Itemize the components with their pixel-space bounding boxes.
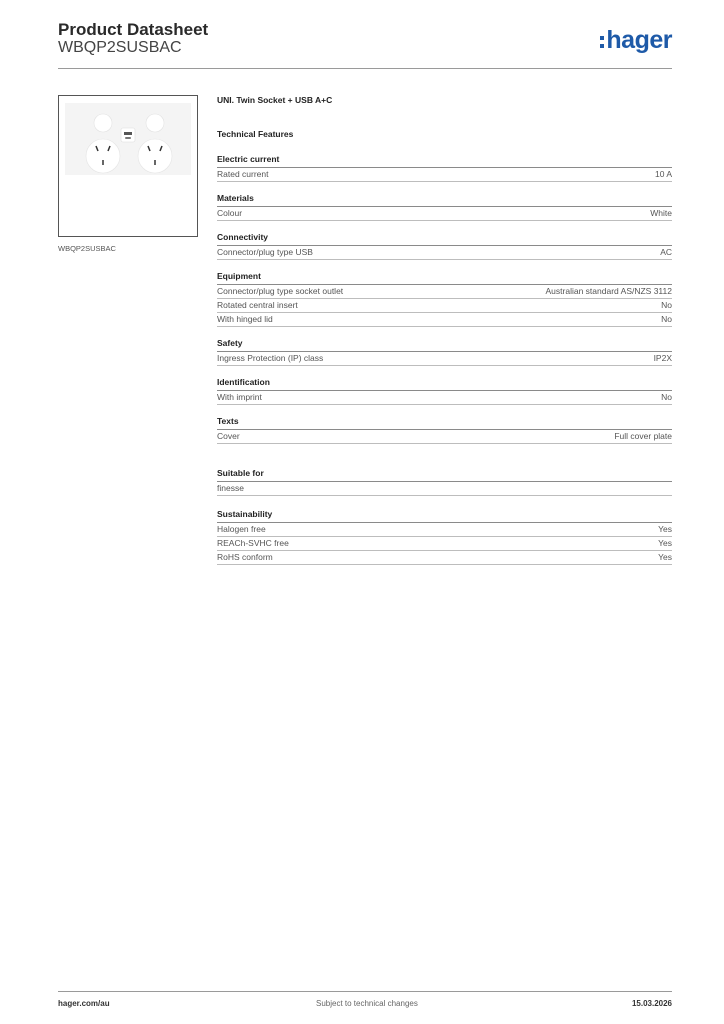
- spec-label: REACh-SVHC free: [217, 538, 289, 548]
- product-code: WBQP2SUSBAC: [58, 39, 182, 56]
- spec-label: Colour: [217, 208, 243, 218]
- spec-value: Yes: [658, 524, 672, 534]
- section-heading: Identification: [217, 377, 672, 391]
- logo-dots-icon: [600, 36, 604, 48]
- header-divider: [58, 68, 672, 69]
- spec-value: IP2X: [653, 353, 672, 363]
- section-heading: Electric current: [217, 154, 672, 168]
- spec-value: AC: [660, 247, 672, 257]
- spec-section: [217, 416, 672, 444]
- spec-row: [217, 285, 672, 299]
- logo-text: hager: [606, 26, 672, 54]
- spec-row: [217, 207, 672, 221]
- spec-section: [217, 154, 672, 182]
- spec-label: Halogen free: [217, 524, 266, 534]
- spec-row: [217, 168, 672, 182]
- footer-divider: [58, 991, 672, 992]
- section-heading: Connectivity: [217, 232, 672, 246]
- footer-notice: Subject to technical changes: [316, 999, 418, 1008]
- spec-row: [217, 482, 672, 496]
- spec-label: finesse: [217, 483, 244, 493]
- spec-section: [217, 338, 672, 366]
- spec-row: [217, 391, 672, 405]
- section-heading: Suitable for: [217, 468, 672, 482]
- hager-logo: [600, 26, 672, 55]
- spec-label: Connector/plug type socket outlet: [217, 286, 344, 296]
- spec-section: [217, 232, 672, 260]
- spec-row: [217, 246, 672, 260]
- product-image-frame: [58, 95, 198, 237]
- twin-socket-usb-image: [59, 96, 197, 236]
- section-heading: Safety: [217, 338, 672, 352]
- sustainability-section: [217, 509, 672, 565]
- spec-section: [217, 193, 672, 221]
- footer-date: 15.03.2026: [631, 999, 672, 1008]
- section-heading: Equipment: [217, 271, 672, 285]
- spec-row: [217, 430, 672, 444]
- spec-value: No: [661, 392, 672, 402]
- section-heading: Texts: [217, 416, 672, 430]
- spec-value: Full cover plate: [614, 431, 672, 441]
- spec-label: RoHS conform: [217, 552, 273, 562]
- spec-value: No: [661, 314, 672, 324]
- spec-section: [217, 271, 672, 327]
- page-title: Product Datasheet: [58, 20, 209, 39]
- spec-row: [217, 299, 672, 313]
- spec-value: Yes: [658, 552, 672, 562]
- spec-label: With hinged lid: [217, 314, 273, 324]
- spec-label: Cover: [217, 431, 240, 441]
- spec-row: [217, 537, 672, 551]
- spec-value: Yes: [658, 538, 672, 548]
- spec-row: [217, 551, 672, 565]
- spec-sections: [217, 154, 672, 444]
- spec-label: Rated current: [217, 169, 269, 179]
- spec-row: [217, 313, 672, 327]
- spec-value: 10 A: [654, 169, 672, 179]
- spec-label: Connector/plug type USB: [217, 247, 313, 257]
- spec-label: With imprint: [217, 392, 262, 402]
- spec-row: [217, 523, 672, 537]
- spec-section: [217, 377, 672, 405]
- footer-website: hager.com/au: [58, 999, 110, 1008]
- spec-content: [217, 95, 672, 565]
- suitable-section: [217, 468, 672, 496]
- spec-value: White: [650, 208, 672, 218]
- technical-features-title: Technical Features: [217, 129, 294, 139]
- product-name: UNI. Twin Socket + USB A+C: [217, 95, 333, 105]
- spec-label: Rotated central insert: [217, 300, 298, 310]
- spec-row: [217, 352, 672, 366]
- spec-label: Ingress Protection (IP) class: [217, 353, 324, 363]
- section-heading: Materials: [217, 193, 672, 207]
- spec-value: No: [661, 300, 672, 310]
- section-heading: Sustainability: [217, 509, 672, 523]
- spec-value: Australian standard AS/NZS 3112: [545, 286, 672, 296]
- image-caption: WBQP2SUSBAC: [58, 244, 116, 253]
